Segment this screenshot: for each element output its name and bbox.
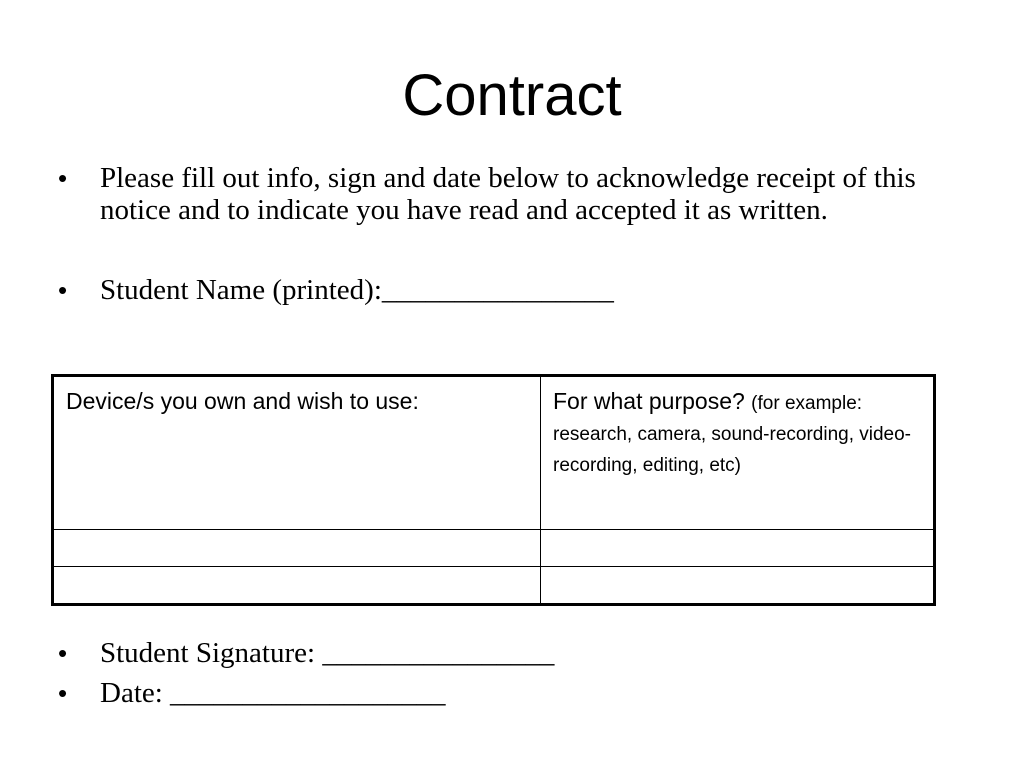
table-row [53, 530, 935, 567]
device-cell[interactable] [53, 567, 541, 605]
bullet-dot-icon: • [58, 275, 68, 305]
instructions-text: Please fill out info, sign and date below to acknowledge receipt of this notice and to indicate you have read and accepted it as written. [100, 162, 916, 226]
bullet-student-name [58, 274, 978, 306]
bullet-instructions [58, 162, 978, 226]
table-row [53, 567, 935, 605]
bullet-date [58, 677, 978, 709]
purpose-header-text [541, 377, 933, 480]
device-header-text: Device/s you own and wish to use: [66, 388, 419, 414]
table-header-row [53, 376, 935, 530]
slide-title: Contract [402, 63, 622, 128]
purpose-cell[interactable] [541, 530, 935, 567]
purpose-cell[interactable] [541, 567, 935, 605]
bullet-signature [58, 637, 978, 669]
device-table [51, 374, 936, 606]
bottom-bullet-list [58, 637, 978, 717]
device-header-cell [53, 376, 541, 530]
student-name-field: Student Name (printed):________________ [100, 274, 614, 306]
bullet-dot-icon: • [58, 638, 68, 668]
student-signature-field: Student Signature: ________________ [100, 637, 555, 669]
date-field: Date: ___________________ [100, 677, 446, 709]
purpose-header-cell [541, 376, 935, 530]
purpose-header-label: For what purpose? [553, 388, 745, 414]
bullet-dot-icon: • [58, 163, 68, 193]
bullet-dot-icon: • [58, 678, 68, 708]
purpose-header-note: (for example: research, camera, sound-recording, video-recording, editing, etc) [553, 393, 912, 476]
top-bullet-list [58, 162, 978, 306]
device-cell[interactable] [53, 530, 541, 567]
